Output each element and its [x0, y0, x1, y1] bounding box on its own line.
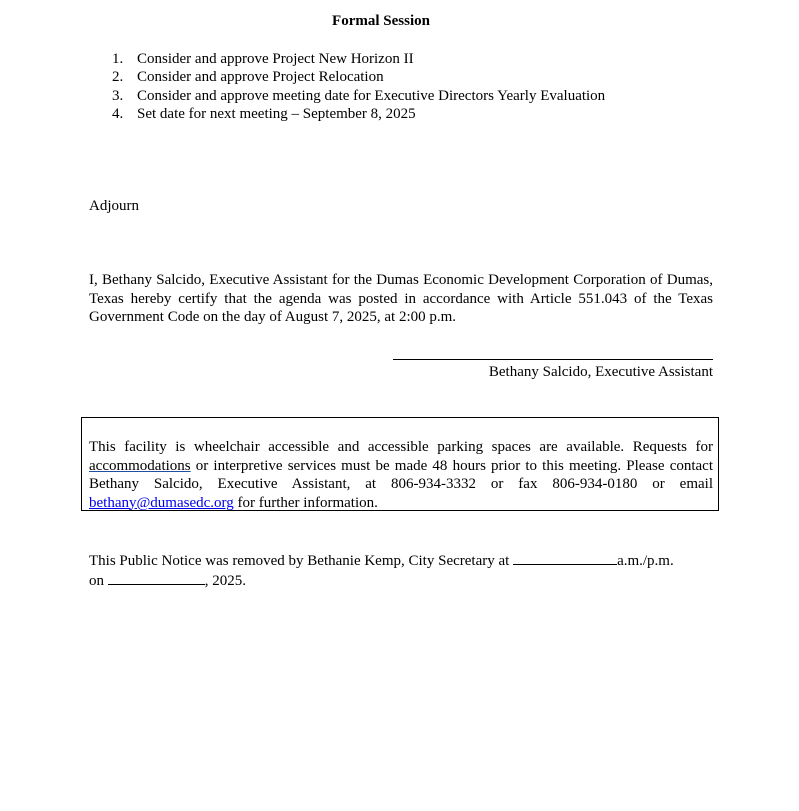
agenda-item-number: 1.: [112, 51, 124, 67]
agenda-item-text: Consider and approve meeting date for Executive Directors Yearly Evaluation: [137, 87, 606, 104]
time-suffix: a.m./p.m.: [617, 553, 674, 569]
agenda-item: [112, 87, 605, 105]
agenda-item-number: 4.: [112, 105, 124, 122]
year-suffix: , 2025.: [204, 572, 246, 589]
removal-notice: [89, 551, 719, 590]
agenda-item-text: Consider and approve Project New Horizon II: [137, 51, 414, 67]
signature-name: Bethany Salcido, Executive Assistant: [488, 364, 713, 380]
signature-line: [393, 359, 713, 360]
agenda-list: [112, 50, 605, 123]
notice-text-part1: This facility is wheelchair accessible and accessible parking spaces are available. Requests for: [89, 439, 713, 455]
notice-text-part3: for further information.: [233, 494, 378, 511]
section-heading: Formal Session: [332, 13, 430, 29]
agenda-item-text: Set date for next meeting – September 8, 2025: [137, 105, 416, 122]
agenda-item: [112, 105, 605, 123]
email-link[interactable]: bethany@dumasedc.org: [89, 494, 234, 511]
on-word: on: [89, 572, 108, 589]
agenda-item: [112, 50, 605, 68]
date-blank: [108, 571, 205, 585]
agenda-item: [112, 68, 605, 86]
agenda-item-number: 2.: [112, 69, 124, 86]
certification-paragraph: I, Bethany Salcido, Executive Assistant for the Dumas Economic Development Corporation of Dumas, Texas hereby certify that the agenda was posted in accordance with Article 551.043 of the Texas Government Code on the day of August 7, 2025, at 2:00 p.m.: [89, 272, 713, 325]
agenda-item-text: Consider and approve Project Relocation: [137, 69, 384, 86]
notice-text-part2: or interpretive services must be made 48 hours prior to this meeting. Please contact Bethany Salcido, Executive Assistant, at 806-934-3332 or fax 806-934-0180 or email: [89, 457, 713, 492]
accommodations-word: accommodations: [89, 457, 191, 474]
accessibility-notice: [89, 438, 713, 512]
time-blank: [513, 551, 617, 565]
adjourn-label: Adjourn: [89, 198, 139, 214]
agenda-item-number: 3.: [112, 87, 124, 104]
removal-text: This Public Notice was removed by Bethanie Kemp, City Secretary at: [89, 553, 514, 569]
